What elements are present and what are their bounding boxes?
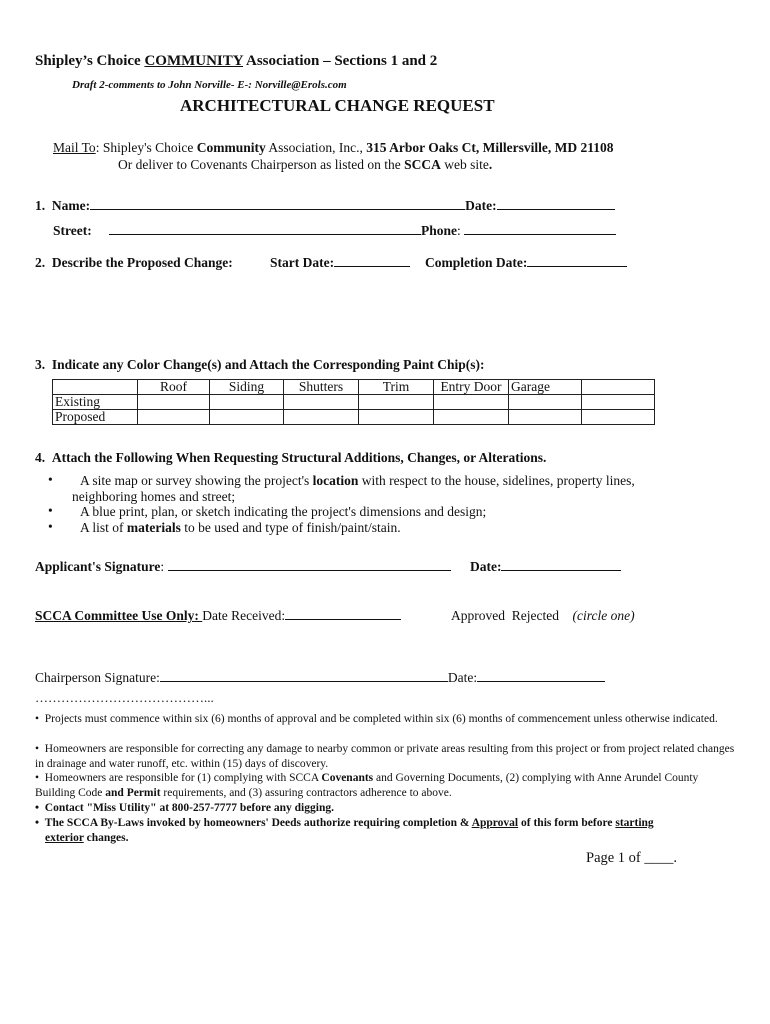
table-cell[interactable] — [434, 395, 509, 410]
section1-street-row — [53, 223, 92, 239]
chairperson-date-field[interactable] — [477, 680, 605, 682]
section3-row — [35, 357, 485, 373]
committee-colon: : — [194, 608, 203, 623]
note3-covenants: Covenants — [321, 772, 374, 784]
date-label: Date: — [465, 198, 497, 213]
bullet-icon: • — [48, 519, 53, 534]
table-cell[interactable] — [210, 395, 284, 410]
circle-one-note: (circle one) — [572, 608, 635, 623]
note5-starting: starting — [615, 817, 654, 829]
color-change-table — [52, 379, 655, 425]
table-header-cell — [582, 380, 655, 395]
note-text: Projects must commence within six (6) months of approval and be completed within six (6) months of commencement unless otherwise indicated. — [44, 713, 718, 725]
note3-e: requirements, and (3) assuring contractors adherence to above. — [160, 787, 452, 799]
bullet-icon: • — [35, 802, 40, 814]
table-cell[interactable] — [210, 410, 284, 425]
street-line-row — [109, 223, 616, 239]
note-damage — [35, 742, 735, 772]
note-miss-utility — [35, 801, 735, 816]
date-received-field[interactable] — [285, 618, 401, 620]
table-cell[interactable] — [582, 410, 655, 425]
note5-approval: Approval — [471, 817, 519, 829]
table-cell[interactable] — [434, 410, 509, 425]
dotted-separator: …………………………………... — [35, 690, 214, 705]
table-cell[interactable] — [138, 395, 210, 410]
completion-date-label: Completion Date: — [425, 255, 528, 270]
section1-name-row — [35, 198, 615, 214]
table-cell[interactable] — [359, 410, 434, 425]
describe-change-area[interactable] — [35, 275, 725, 350]
draft-note: Draft 2-comments to John Norville- E-: Norville@Erols.com — [72, 79, 347, 91]
page-number: Page 1 of ____. — [586, 850, 678, 866]
note5-exterior: exterior — [45, 832, 84, 844]
title-community: COMMUNITY — [144, 53, 244, 69]
form-title: ARCHITECTURAL CHANGE REQUEST — [180, 96, 495, 115]
note-text: Contact "Miss Utility" at 800-257-7777 before any digging. — [44, 802, 334, 814]
header-title — [35, 53, 437, 70]
note-text: Homeowners are responsible for correcting any damage to nearby common or private areas resulting from this project or from project related changes in drainage and water runoff, etc. within (15) days of discovery. — [35, 743, 735, 770]
table-cell[interactable] — [359, 395, 434, 410]
table-cell[interactable] — [284, 395, 359, 410]
note3-a: Homeowners are responsible for (1) complying with SCCA — [44, 772, 322, 784]
title-post: Association – Sections 1 and 2 — [243, 53, 438, 69]
start-date-label: Start Date: — [270, 255, 335, 270]
street-label: Street: — [53, 223, 92, 238]
mail-to-label: Mail To — [53, 140, 96, 155]
mail-to-line2 — [118, 157, 492, 173]
bullet-icon: • — [35, 743, 40, 755]
applicant-signature-field[interactable] — [168, 569, 451, 571]
mail-line2-c: web site — [440, 157, 489, 172]
table-header-shutters: Shutters — [284, 380, 359, 395]
signature-colon: : — [160, 559, 165, 574]
date-field[interactable] — [497, 208, 615, 210]
section3-number: 3. — [35, 357, 46, 372]
start-date-row — [270, 255, 410, 271]
table-row — [53, 410, 655, 425]
row-label-existing: Existing — [53, 395, 138, 410]
color-change-label: Indicate any Color Change(s) and Attach the Corresponding Paint Chip(s): — [51, 357, 485, 372]
row-label-proposed: Proposed — [53, 410, 138, 425]
item3-text-a: A list of — [80, 520, 127, 535]
bullet-icon: • — [48, 472, 53, 487]
mail-text-c: Association, Inc., — [265, 140, 367, 155]
note5-a: The SCCA By-Laws invoked by homeowners' Deeds authorize requiring completion & — [44, 817, 472, 829]
table-row — [53, 395, 655, 410]
section2-number: 2. — [35, 255, 46, 270]
table-header-trim: Trim — [359, 380, 434, 395]
note-commence — [35, 712, 735, 727]
table-cell[interactable] — [582, 395, 655, 410]
list-item-blueprint: A blue print, plan, or sketch indicating the project's dimensions and design; — [80, 504, 487, 519]
note3-c: and Governing Documents, (2) complying with Anne Arundel County Building Code — [35, 772, 699, 799]
bullet-icon: • — [35, 817, 40, 829]
table-header-siding: Siding — [210, 380, 284, 395]
applicant-signature-label: Applicant's Signature — [35, 559, 161, 574]
item3-materials: materials — [126, 520, 181, 535]
chairperson-signature-field[interactable] — [160, 680, 448, 682]
mail-address: 315 Arbor Oaks Ct, Millersville, MD 21108 — [366, 140, 614, 155]
table-header-cell — [53, 380, 138, 395]
item3-text-c: to be used and type of finish/paint/stain. — [180, 520, 401, 535]
phone-label: Phone — [421, 223, 458, 238]
note5-f: changes. — [83, 832, 129, 844]
structural-label: Attach the Following When Requesting Structural Additions, Changes, or Alterations. — [51, 450, 547, 465]
applicant-date-field[interactable] — [501, 569, 621, 571]
date-received-label: Date Received: — [202, 608, 286, 623]
table-header-row — [53, 380, 655, 395]
list-item-site-map — [80, 473, 635, 489]
table-cell[interactable] — [509, 395, 582, 410]
table-cell[interactable] — [509, 410, 582, 425]
completion-date-field[interactable] — [527, 265, 627, 267]
committee-row — [35, 608, 401, 624]
table-cell[interactable] — [284, 410, 359, 425]
approval-row — [451, 608, 635, 624]
bullet-icon: • — [48, 503, 53, 518]
note-complying — [35, 771, 735, 801]
mail-line2-scca: SCCA — [404, 157, 441, 172]
describe-label: Describe the Proposed Change: — [51, 255, 233, 270]
start-date-field[interactable] — [334, 265, 410, 267]
mail-text-a: : Shipley's Choice — [95, 140, 197, 155]
list-item-materials — [80, 520, 401, 536]
note3-permit: and Permit — [105, 787, 161, 799]
note5-c: of this form before — [518, 817, 616, 829]
mail-line2-a: Or deliver to Covenants Chairperson as listed on the — [118, 157, 405, 172]
completion-date-row — [425, 255, 627, 271]
bullet-icon: • — [35, 772, 40, 784]
list-item-site-map-cont: neighboring homes and street; — [72, 489, 236, 504]
table-header-entry-door: Entry Door — [434, 380, 509, 395]
section2-row — [35, 255, 233, 271]
mail-text-b: Community — [196, 140, 266, 155]
table-cell[interactable] — [138, 410, 210, 425]
item1-location: location — [312, 473, 359, 488]
section1-number: 1. — [35, 198, 46, 213]
applicant-signature-row — [35, 559, 451, 575]
item1-text-c: with respect to the house, sidelines, property lines, — [358, 473, 635, 488]
table-header-roof: Roof — [138, 380, 210, 395]
section4-row — [35, 450, 546, 466]
title-pre: Shipley’s Choice — [35, 53, 145, 69]
phone-field[interactable] — [464, 233, 616, 235]
chairperson-date-label: Date: — [447, 670, 478, 685]
committee-label: SCCA Committee Use Only — [35, 608, 195, 623]
applicant-date-row — [470, 559, 621, 575]
name-field[interactable] — [90, 208, 465, 210]
applicant-date-label: Date: — [470, 559, 502, 574]
item1-text-a: A site map or survey showing the project's — [80, 473, 313, 488]
name-label: Name: — [51, 198, 91, 213]
table-header-garage: Garage — [509, 380, 582, 395]
street-field[interactable] — [109, 233, 421, 235]
bullet-icon: • — [35, 713, 40, 725]
section4-number: 4. — [35, 450, 46, 465]
note-bylaws — [35, 816, 735, 846]
rejected-option[interactable]: Rejected — [511, 608, 559, 623]
mail-to-line1 — [53, 140, 614, 156]
mail-line2-period: . — [488, 157, 493, 172]
phone-colon: : — [457, 223, 461, 238]
chairperson-row — [35, 670, 605, 686]
chairperson-signature-label: Chairperson Signature: — [35, 670, 160, 685]
approved-option[interactable]: Approved — [451, 608, 505, 623]
